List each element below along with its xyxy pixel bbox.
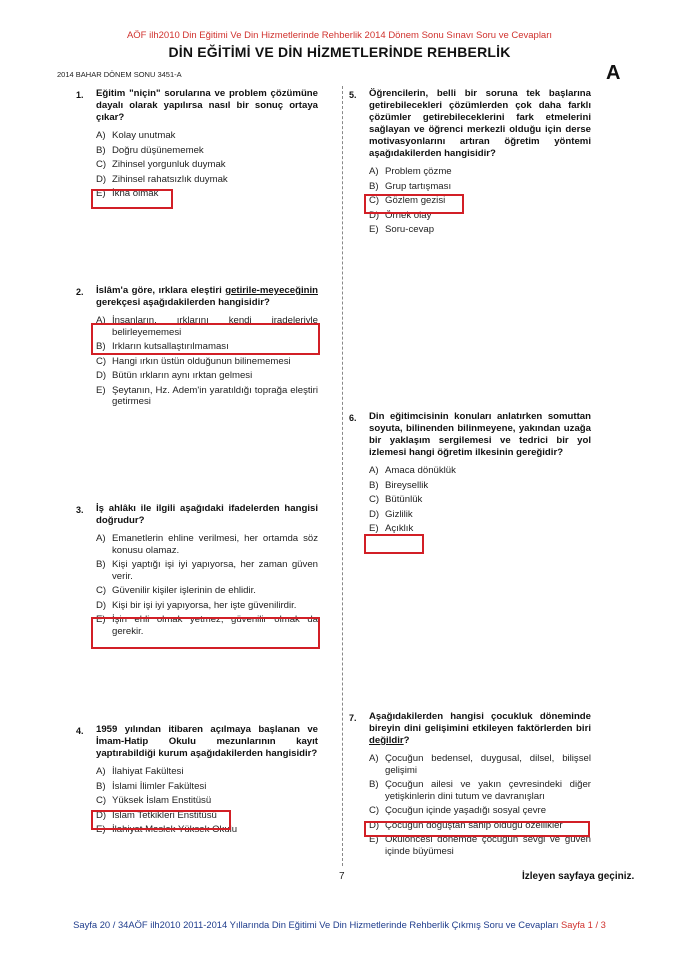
option-b[interactable]: B) Doğru düşünememek	[96, 144, 204, 156]
answer-highlight-q2	[91, 323, 320, 355]
option-e[interactable]: E) Açıklık	[369, 523, 414, 534]
option-e[interactable]: E) İşin ehli olmak yetmez, güvenilir olmak da gerekir.	[96, 614, 318, 637]
option-c[interactable]: C) Çocuğun içinde yaşadığı sosyal çevre	[369, 805, 547, 816]
question-text: Aşağıdakilerden hangisi çocukluk döneminde bireyin dini gelişimini etkileyen faktörlerden biri değildir?	[369, 711, 591, 746]
question-text: İş ahlâkı ile ilgili aşağıdaki ifadelerden hangisi doğrudur?	[96, 503, 318, 526]
question-number: 2.	[76, 287, 84, 297]
answer-highlight-q1	[91, 189, 173, 209]
option-b[interactable]: B) Kişi yaptığı işi iyi yapıyorsa, her zaman güven verir.	[96, 559, 318, 582]
question-number: 3.	[76, 505, 84, 515]
option-d[interactable]: D) Örnek olay	[369, 209, 432, 221]
footer-center: AÖF ilh2010 2011-2014 Yıllarında Din Eğitimi Ve Din Hizmetlerinde Rehberlik Çıkmış Soru ve Cevapları	[128, 919, 559, 930]
option-e[interactable]: E) Okulöncesi dönemde çocuğun sevgi ve güven içinde büyümesi	[369, 834, 591, 857]
document-source-header: AÖF ilh2010 Din Eğitimi Ve Din Hizmetlerinde Rehberlik 2014 Dönem Sonu Sınavı Soru ve Cevapları	[126, 30, 553, 41]
option-c[interactable]: C) Hangi ırkın üstün olduğunun bilinememesi	[96, 355, 291, 367]
option-d[interactable]: D) Gizlilik	[369, 508, 413, 520]
exam-code: 2014 BAHAR DÖNEM SONU 3451-A	[57, 70, 182, 79]
answer-highlight-q5	[364, 194, 464, 214]
option-e[interactable]: E) İkna olmak	[96, 188, 159, 199]
option-d[interactable]: D) Çocuğun doğuştan sahip olduğu özellikler	[369, 819, 563, 831]
question-number: 6.	[349, 413, 357, 423]
option-a[interactable]: A) Amaca dönüklük	[369, 465, 456, 476]
option-a[interactable]: A) Emanetlerin ehline verilmesi, her ortamda söz konusu olamaz.	[96, 533, 318, 556]
question-7	[349, 711, 591, 860]
question-text: 1959 yılından itibaren açılmaya başlanan ve İmam-Hatip Okulu mezunlarının kayıt yaptırabildiği kurum aşağıdakilerden hangisidir?	[96, 724, 318, 759]
option-e[interactable]: E) Soru-cevap	[369, 224, 435, 235]
document-source-footer	[0, 919, 679, 930]
option-c[interactable]: C) Bütünlük	[369, 494, 423, 505]
question-5	[349, 88, 591, 239]
question-6	[349, 411, 591, 538]
option-b[interactable]: B) Irkların kutsallaştırılmaması	[96, 341, 229, 352]
option-c[interactable]: C) Güvenilir kişiler işlerinin de ehlidir.	[96, 585, 256, 596]
option-a[interactable]: A) Problem çözme	[369, 166, 452, 177]
page-number: 7	[339, 871, 345, 882]
question-text: Din eğitimcisinin konuları anlatırken somuttan soyuta, bilinenden bilinmeyene, yakından uzağa bir yaklaşım sergilemesi ve tedrici bir yol izlemesi hangi öğretim ilkesinin gereğidir?	[369, 411, 591, 458]
option-a[interactable]: A) Çocuğun bedensel, duygusal, dilsel, bilişsel gelişimi	[369, 753, 591, 776]
question-number: 4.	[76, 726, 84, 736]
option-c[interactable]: C) Gözlem gezisi	[369, 195, 446, 206]
option-b[interactable]: B) Grup tartışması	[369, 180, 452, 192]
question-number: 5.	[349, 90, 357, 100]
answer-highlight-q4	[91, 810, 231, 830]
footer-left: Sayfa 20 / 34	[73, 919, 129, 930]
option-b[interactable]: B) İslami İlimler Fakültesi	[96, 780, 207, 792]
column-divider	[342, 86, 343, 866]
option-a[interactable]: A) Kolay unutmak	[96, 130, 176, 141]
booklet-letter: A	[606, 62, 621, 84]
option-e[interactable]: E) Şeytanın, Hz. Adem'in yaratıldığı toprağa eleştiri getirmesi	[96, 384, 318, 407]
option-b[interactable]: B) Çocuğun ailesi ve yakın çevresindeki diğer yetişkinlerin dini tutum ve davranışları	[369, 779, 591, 802]
footer-right: Sayfa 1 / 3	[561, 919, 606, 930]
question-text: Öğrencilerin, belli bir soruna tek başlarına getirebilecekleri çözümlerden çok daha farklı çözümler getirebileceklerini fark etmelerini sağlayan ve öğrenci merkezli olduğu için derse motivasyonlarını artıran öğretim yöntemi aşağıdakilerden hangisidir?	[369, 88, 591, 159]
option-d[interactable]: D) Zihinsel rahatsızlık duymak	[96, 173, 228, 185]
option-a[interactable]: A) İlahiyat Fakültesi	[96, 766, 184, 777]
answer-highlight-q6	[364, 534, 424, 554]
question-1	[76, 88, 318, 203]
option-c[interactable]: C) Yüksek İslam Enstitüsü	[96, 795, 212, 806]
question-number: 7.	[349, 713, 357, 723]
option-e[interactable]: E) İlahiyat Meslek Yüksek Okulu	[96, 824, 238, 835]
option-d[interactable]: D) Bütün ırkların aynı ırktan gelmesi	[96, 370, 253, 381]
question-text: Eğitim "niçin" sorularına ve problem çözümüne dayalı olarak yapılırsa nasıl bir sonuç ortaya çıkar?	[96, 88, 318, 123]
answer-highlight-q7	[364, 821, 590, 837]
page-title: DİN EĞİTİMİ VE DİN HİZMETLERİNDE REHBERLİK	[168, 44, 511, 60]
option-d[interactable]: D) İslam Tetkikleri Enstitüsü	[96, 809, 217, 821]
option-c[interactable]: C) Zihinsel yorgunluk duymak	[96, 159, 226, 170]
option-b[interactable]: B) Bireysellik	[369, 479, 429, 491]
question-text: İslâm'a göre, ırklara eleştiri getirile-meyeceğinin gerekçesi aşağıdakilerden hangisidir?	[96, 285, 318, 308]
answer-highlight-q3	[91, 617, 320, 649]
next-page-note: İzleyen sayfaya geçiniz.	[522, 871, 635, 882]
option-a[interactable]: A) İnsanların, ırklarını kendi iradeleriyle belirleyememesi	[96, 315, 318, 338]
question-number: 1.	[76, 90, 84, 100]
option-d[interactable]: D) Kişi bir işi iyi yapıyorsa, her işte güvenilirdir.	[96, 599, 297, 611]
